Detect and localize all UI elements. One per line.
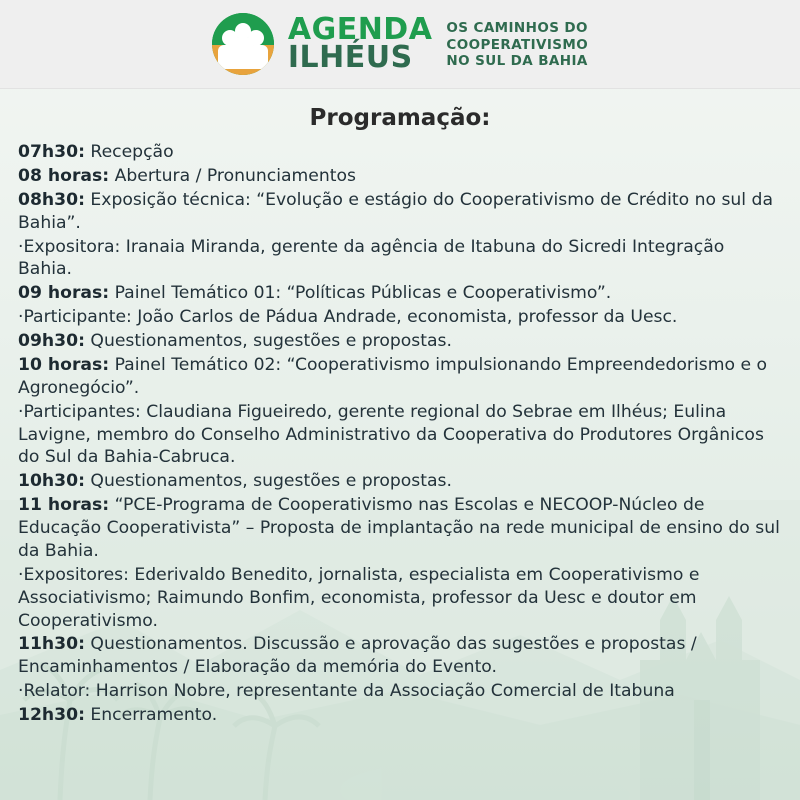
schedule-entry-time: 10 horas: [18, 354, 110, 375]
header-subtitle [446, 18, 588, 71]
schedule-entry [18, 494, 782, 563]
schedule-entry [18, 354, 782, 400]
schedule-entry-time: 12h30: [18, 705, 85, 725]
page-title: Programação: [309, 105, 491, 131]
schedule-entry-text: Questionamentos, sugestões e propostas. [84, 331, 452, 351]
header-subtitle-line: OS CAMINHOS DO [446, 19, 588, 36]
schedule-entry-text: Painel Temático 01: “Políticas Públicas e Cooperativismo”. [109, 283, 612, 304]
schedule-entry-text: ·Relator: Harrison Nobre, representante da Associação Comercial de Itabuna [18, 681, 675, 702]
schedule-entry [18, 704, 782, 727]
schedule-entry-text: Questionamentos, sugestões e propostas. [84, 471, 452, 492]
schedule-entry-time: 11h30: [18, 634, 85, 655]
schedule-entry [18, 236, 782, 282]
schedule-entry-time: 09h30: [18, 331, 85, 351]
poster-header [0, 0, 800, 89]
poster-content [0, 89, 800, 727]
schedule-entry-text: ·Participantes: Claudiana Figueiredo, gerente regional do Sebrae em Ilhéus; Eulina Lavigne, membro do Conselho Administrativo da Cooperativa do Produtores Orgânicos do Sul da Bahia-Cabruca. [18, 401, 764, 468]
schedule-entry-time: 08 horas: [18, 165, 110, 186]
schedule-entry-text: Abertura / Pronunciamentos [109, 165, 356, 186]
schedule-entry [18, 306, 782, 329]
schedule-entry [18, 680, 782, 703]
schedule-entry [18, 141, 782, 164]
schedule-entry-text: ·Expositora: Iranaia Miranda, gerente da agência de Itabuna do Sicredi Integração Bahia. [18, 236, 725, 280]
schedule-list [18, 141, 782, 727]
schedule-entry-text: “PCE-Programa de Cooperativismo nas Escolas e NECOOP-Núcleo de Educação Cooperativista” – Proposta de implantação na rede municipal de ensino do sul da Bahia. [18, 495, 780, 561]
schedule-entry-text: ·Expositores: Ederivaldo Benedito, jornalista, especialista em Cooperativismo e Associativismo; Raimundo Bonfim, economista, professor da Uesc e doutor em Cooperativismo. [18, 564, 700, 631]
schedule-entry [18, 401, 782, 470]
schedule-entry [18, 189, 782, 235]
schedule-entry [18, 633, 782, 679]
schedule-entry-text: ·Participante: João Carlos de Pádua Andrade, economista, professor da Uesc. [18, 307, 678, 328]
schedule-entry-time: 07h30: [18, 142, 85, 162]
header-subtitle-line: COOPERATIVISMO [446, 36, 589, 53]
schedule-entry-text: Questionamentos. Discussão e aprovação das sugestões e propostas / Encaminhamentos / Elaboração da memória do Evento. [18, 634, 697, 678]
schedule-entry [18, 165, 782, 188]
schedule-entry-time: 09 horas: [18, 283, 110, 304]
schedule-entry [18, 330, 782, 353]
schedule-entry-time: 11 horas: [18, 495, 110, 516]
schedule-entry-time: 08h30: [18, 189, 85, 210]
schedule-entry-time: 10h30: [18, 471, 85, 492]
schedule-entry [18, 470, 782, 493]
schedule-entry [18, 282, 782, 305]
logo-wordmark [287, 12, 433, 75]
logo-line-2: ILHÉUS [287, 40, 413, 75]
schedule-entry-text: Painel Temático 02: “Cooperativismo impulsionando Empreendedorismo e o Agronegócio”. [18, 354, 768, 398]
header-subtitle-line: NO SUL DA BAHIA [446, 53, 588, 70]
schedule-entry-text: Encerramento. [84, 705, 218, 725]
schedule-entry-text: Exposição técnica: “Evolução e estágio do Cooperativismo de Crédito no sul da Bahia”. [18, 189, 773, 233]
schedule-entry-text: Recepção [84, 142, 174, 162]
agenda-ilheus-logo-icon [212, 13, 274, 75]
schedule-entry [18, 564, 782, 633]
logo-line-1: AGENDA [287, 12, 433, 48]
